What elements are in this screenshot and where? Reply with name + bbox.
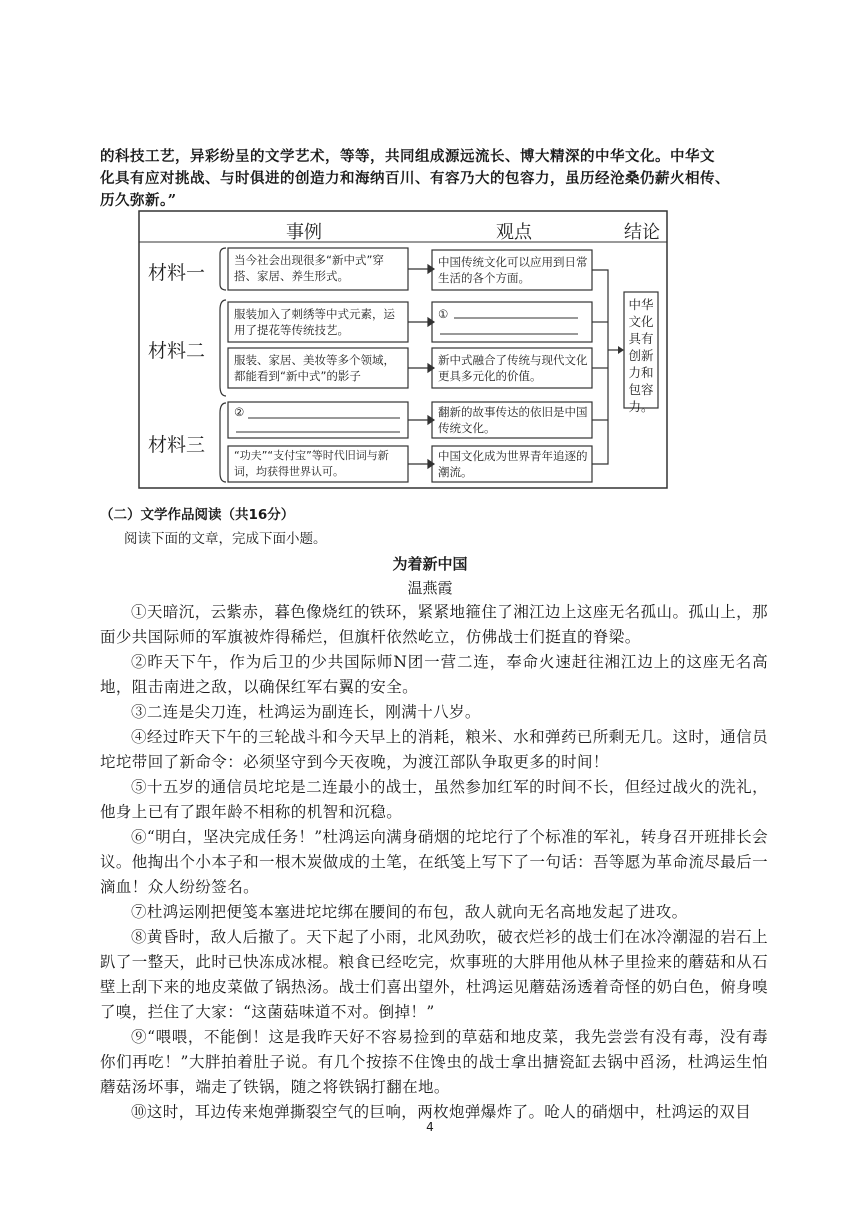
m2-view-blank-1: ① xyxy=(438,307,449,321)
m2-example-1: 服装加入了刺绣等中式元素，运用了提花等传统技艺。 xyxy=(234,307,395,337)
concept-diagram xyxy=(138,210,668,490)
paragraph: ④经过昨天下午的三轮战斗和今天早上的消耗，粮米、水和弹药已所剩无几。这时，通信员坨坨带回了新命令：必须坚守到今天夜晚，为渡江部队争取更多的时间！ xyxy=(100,728,768,771)
header-examples: 事例 xyxy=(286,222,322,243)
paragraph: ⑩这时，耳边传来炮弹撕裂空气的巨响，两枚炮弹爆炸了。呛人的硝烟中，杜鸿运的双目 xyxy=(131,1103,752,1121)
material-label: 材料一 xyxy=(148,262,206,284)
page-number: 4 xyxy=(426,1120,434,1134)
paragraph: ⑨“喂喂，不能倒！这是我昨天好不容易捡到的草菇和地皮菜，我先尝尝有没有毒，没有毒你们再吃！”大胖拍着肚子说。有几个按捺不住馋虫的战士拿出搪瓷缸去锅中舀汤，杜鸿运生怕蘑菇汤坏事，端走了铁锅，随之将铁锅打翻在地。 xyxy=(100,1028,768,1096)
header-conclusion: 结论 xyxy=(624,222,660,243)
conclusion-text: 中华文化具有创新力和包容力。 xyxy=(628,297,654,414)
intro-text xyxy=(100,146,768,212)
section-instruction: 阅读下面的文章，完成下面小题。 xyxy=(124,531,327,547)
article-title: 为着新中国 xyxy=(392,555,468,573)
header-views: 观点 xyxy=(496,222,532,243)
m1-example: 当今社会出现很多“新中式”穿搭、家居、养生形式。 xyxy=(234,253,384,283)
intro-line: 化具有应对挑战、与时俱进的创造力和海纳百川、有容乃大的包容力，虽历经沧桑仍薪火相传、 xyxy=(100,170,730,187)
paragraph: ⑦杜鸿运刚把便笺本塞进坨坨绑在腰间的布包，敌人就向无名高地发起了进攻。 xyxy=(131,903,688,921)
material-label: 材料三 xyxy=(148,434,206,456)
section-title: （二）文学作品阅读（共16分） xyxy=(100,507,295,523)
m1-view: 中国传统文化可以应用到日常生活的各个方面。 xyxy=(438,255,588,285)
m3-view-2: 中国文化成为世界青年追逐的潮流。 xyxy=(438,449,588,479)
paragraph: ②昨天下午，作为后卫的少共国际师N团一营二连，奉命火速赶往湘江边上的这座无名高地，阻击南进之敌，以确保红军右翼的安全。 xyxy=(100,653,768,696)
m2-example-2: 服装、家居、美妆等多个领域，都能看到“新中式”的影子 xyxy=(234,353,395,383)
material-label: 材料二 xyxy=(148,340,206,362)
intro-line: 历久弥新。” xyxy=(100,192,177,209)
paragraph: ⑤十五岁的通信员坨坨是二连最小的战士，虽然参加红军的时间不长，但经过战火的洗礼，他身上已有了跟年龄不相称的机智和沉稳。 xyxy=(100,778,768,821)
paragraph: ①天暗沉，云紫赤，暮色像烧红的铁环，紧紧地箍住了湘江边上这座无名孤山。孤山上，那面少共国际师的军旗被炸得稀烂，但旗杆依然屹立，仿佛战士们挺直的脊梁。 xyxy=(100,603,768,646)
article-author: 温燕霞 xyxy=(407,579,453,597)
paragraph: ⑥“明白，坚决完成任务！”杜鸿运向满身硝烟的坨坨行了个标准的军礼，转身召开班排长会议。他掏出个小本子和一根木炭做成的土笔，在纸笺上写下了一句话：吾等愿为革命流尽最后一滴血！众人纷纷签名。 xyxy=(100,828,768,896)
paragraph: ③二连是尖刀连，杜鸿运为副连长，刚满十八岁。 xyxy=(131,703,481,721)
m3-example-blank-2: ② xyxy=(234,405,245,419)
intro-line: 的科技工艺，异彩纷呈的文学艺术，等等，共同组成源远流长、博大精深的中华文化。中华文 xyxy=(100,148,715,165)
article-body xyxy=(100,600,768,1125)
m3-example-2: “功夫”“支付宝”等时代旧词与新词，均获得世界认可。 xyxy=(234,449,389,478)
m3-view-1: 翻新的故事传达的依旧是中国传统文化。 xyxy=(438,405,588,435)
m2-view-2: 新中式融合了传统与现代文化更具多元化的价值。 xyxy=(438,353,588,383)
paragraph: ⑧黄昏时，敌人后撤了。天下起了小雨，北风劲吹，破衣烂衫的战士们在冰冷潮湿的岩石上趴了一整天，此时已快冻成冰棍。粮食已经吃完，炊事班的大胖用他从林子里捡来的蘑菇和从石壁上刮下来的地皮菜做了锅热汤。战士们喜出望外，杜鸿运见蘑菇汤透着奇怪的奶白色，俯身嗅了嗅，拦住了大家：“这菌菇味道不对。倒掉！” xyxy=(100,928,768,1021)
